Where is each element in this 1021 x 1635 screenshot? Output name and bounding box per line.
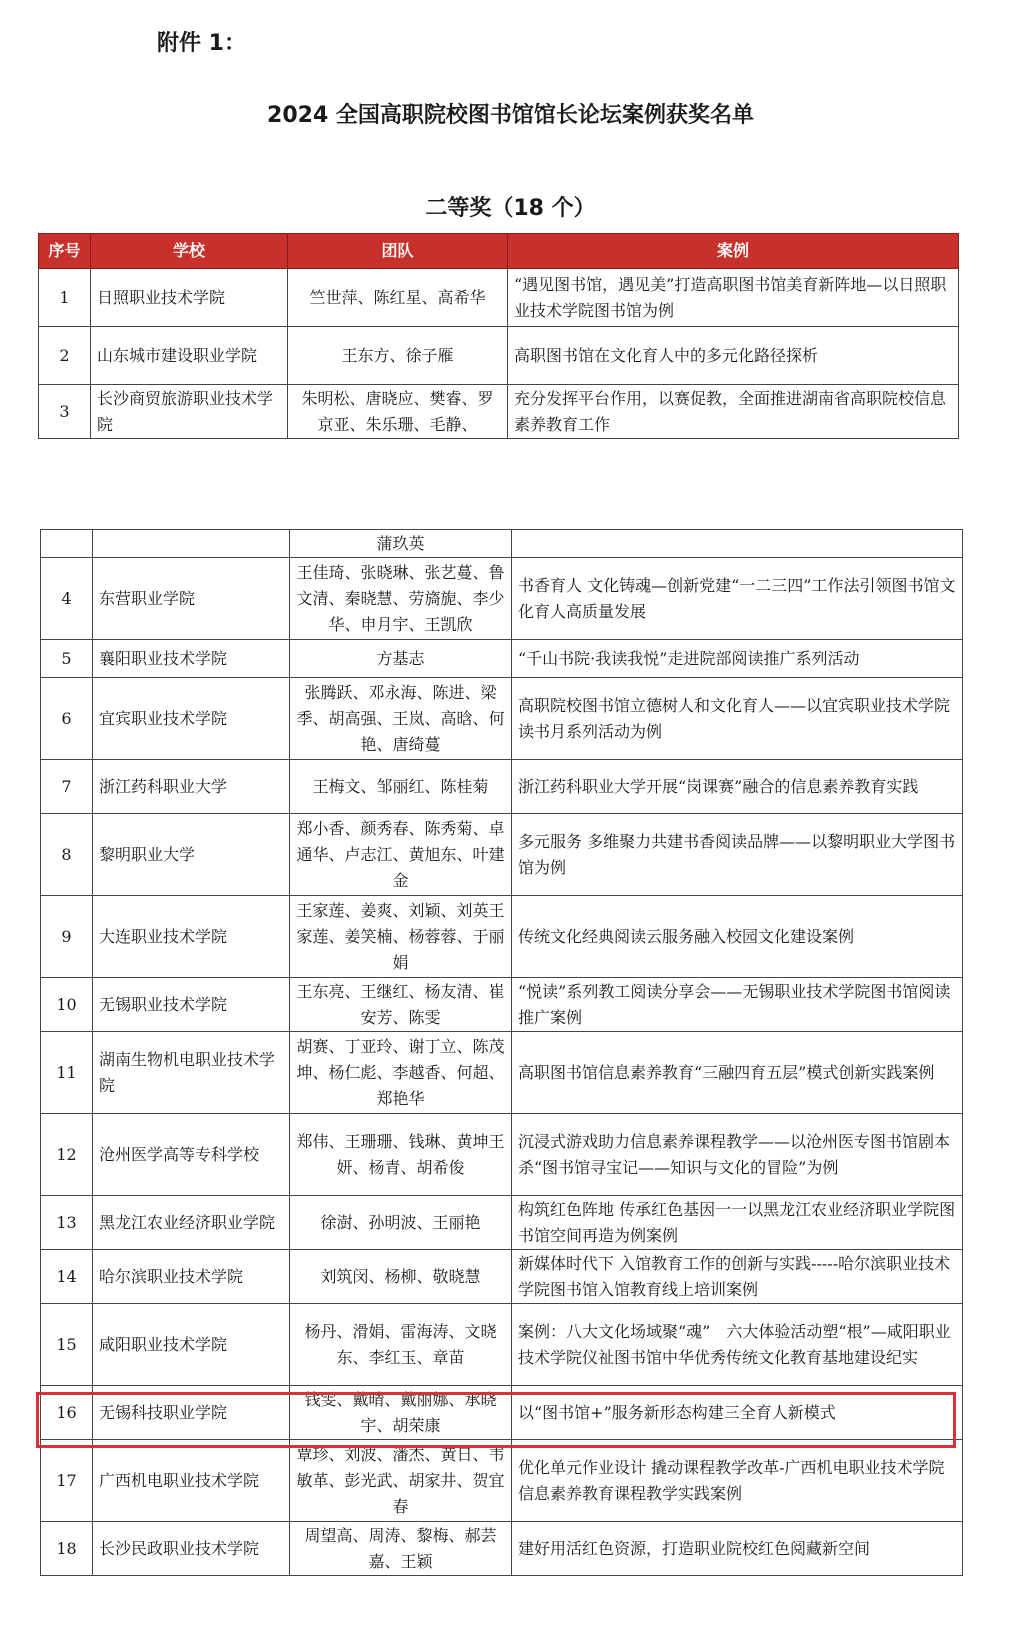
row-school: 哈尔滨职业技术学院 [93,1250,290,1304]
award-table-page-2 [40,529,963,1576]
row-number: 6 [41,678,93,760]
row-school: 湖南生物机电职业技术学院 [93,1032,290,1114]
row-team: 朱明松、唐晓应、樊睿、罗京亚、朱乐珊、毛静、 [288,385,508,439]
row-case: 沉浸式游戏助力信息素养课程教学——以沧州医专图书馆剧本杀“图书馆寻宝记——知识与文化的冒险”为例 [512,1114,963,1196]
row-case: 高职图书馆在文化育人中的多元化路径探析 [508,327,959,385]
row-case: “千山书院·我读我悦”走进院部阅读推广系列活动 [512,640,963,678]
row-case: 建好用活红色资源，打造职业院校红色阅藏新空间 [512,1522,963,1576]
row-number: 13 [41,1196,93,1250]
row-team: 蒲玖英 [290,530,512,558]
table-row [41,678,963,760]
row-number: 9 [41,896,93,978]
row-case: “遇见图书馆，遇见美”打造高职图书馆美育新阵地—以日照职业技术学院图书馆为例 [508,269,959,327]
column-header-school: 学校 [91,234,288,269]
row-number: 16 [41,1386,93,1440]
attachment-label: 附件 1： [157,31,246,56]
row-team: 杨丹、滑娟、雷海涛、文晓东、李红玉、章苗 [290,1304,512,1386]
row-number: 12 [41,1114,93,1196]
table-row-highlighted [41,1386,963,1440]
table-row [41,1440,963,1522]
row-number: 8 [41,814,93,896]
row-team: 张腾跃、邓永海、陈进、梁季、胡高强、王岚、高晗、何艳、唐绮蔓 [290,678,512,760]
award-table-page-1 [38,233,959,439]
row-case: 高职图书馆信息素养教育“三融四育五层”模式创新实践案例 [512,1032,963,1114]
row-number: 4 [41,558,93,640]
row-team: 周望高、周涛、黎梅、郝芸嘉、王颖 [290,1522,512,1576]
table-row [41,558,963,640]
row-team: 钱雯、戴晴、戴丽娜、承晓宇、胡荣康 [290,1386,512,1440]
table-row [41,1114,963,1196]
row-number: 10 [41,978,93,1032]
row-team: 方基志 [290,640,512,678]
row-case: 充分发挥平台作用，以赛促教，全面推进湖南省高职院校信息素养教育工作 [508,385,959,439]
row-case: 新媒体时代下 入馆教育工作的创新与实践-----哈尔滨职业技术学院图书馆入馆教育线上培训案例 [512,1250,963,1304]
row-number: 3 [39,385,91,439]
row-team: 王佳琦、张晓琳、张艺蔓、鲁文清、秦晓慧、劳旖旎、李少华、申月宇、王凯欣 [290,558,512,640]
row-school: 广西机电职业技术学院 [93,1440,290,1522]
row-case: 多元服务 多维聚力共建书香阅读品牌——以黎明职业大学图书馆为例 [512,814,963,896]
column-header-no: 序号 [39,234,91,269]
row-school: 无锡职业技术学院 [93,978,290,1032]
column-header-team: 团队 [288,234,508,269]
row-team: 覃珍、刘波、潘杰、黄日、韦敏革、彭光武、胡家井、贺宜春 [290,1440,512,1522]
row-number: 14 [41,1250,93,1304]
row-school: 浙江药科职业大学 [93,760,290,814]
row-case: 传统文化经典阅读云服务融入校园文化建设案例 [512,896,963,978]
row-number: 2 [39,327,91,385]
table-row [39,385,959,439]
award-level-heading: 二等奖（18 个） [425,196,596,221]
table-header-row [39,234,959,269]
row-team: 王家莲、姜爽、刘颖、刘英王家莲、姜笑楠、杨蓉蓉、于丽娟 [290,896,512,978]
row-team: 徐澍、孙明波、王丽艳 [290,1196,512,1250]
table-row [41,640,963,678]
row-school: 黎明职业大学 [93,814,290,896]
row-team: 王梅文、邹丽红、陈桂菊 [290,760,512,814]
row-case: 书香育人 文化铸魂—创新党建“一二三四”工作法引领图书馆文化育人高质量发展 [512,558,963,640]
row-school: 咸阳职业技术学院 [93,1304,290,1386]
table-row [41,1250,963,1304]
table-row [41,814,963,896]
table-row [39,327,959,385]
row-school: 黑龙江农业经济职业学院 [93,1196,290,1250]
row-number: 7 [41,760,93,814]
row-team: 王东方、徐子雁 [288,327,508,385]
column-header-case: 案例 [508,234,959,269]
row-case: 高职院校图书馆立德树人和文化育人——以宜宾职业技术学院读书月系列活动为例 [512,678,963,760]
row-school: 襄阳职业技术学院 [93,640,290,678]
table-row [41,1196,963,1250]
table-row [41,1032,963,1114]
row-team: 刘筑闵、杨柳、敬晓慧 [290,1250,512,1304]
row-school: 宜宾职业技术学院 [93,678,290,760]
row-school: 大连职业技术学院 [93,896,290,978]
row-school: 日照职业技术学院 [91,269,288,327]
row-team: 竺世萍、陈红星、高希华 [288,269,508,327]
row-school: 东营职业学院 [93,558,290,640]
table-row [41,1522,963,1576]
row-number: 15 [41,1304,93,1386]
row-case: 浙江药科职业大学开展“岗课赛”融合的信息素养教育实践 [512,760,963,814]
table-row [41,760,963,814]
row-school: 沧州医学高等专科学校 [93,1114,290,1196]
continuation-row [41,530,963,558]
row-school: 长沙民政职业技术学院 [93,1522,290,1576]
row-school: 无锡科技职业学院 [93,1386,290,1440]
row-number: 5 [41,640,93,678]
row-team: 郑小香、颜秀春、陈秀菊、卓通华、卢志江、黄旭东、叶建金 [290,814,512,896]
row-case: 以“图书馆+”服务新形态构建三全育人新模式 [512,1386,963,1440]
table-row [41,1304,963,1386]
table-row [41,978,963,1032]
table-row [39,269,959,327]
row-case: 优化单元作业设计 撬动课程教学改革-广西机电职业技术学院信息素养教育课程教学实践案例 [512,1440,963,1522]
row-number: 1 [39,269,91,327]
row-case: “悦读”系列教工阅读分享会——无锡职业技术学院图书馆阅读推广案例 [512,978,963,1032]
row-number: 11 [41,1032,93,1114]
row-team: 胡赛、丁亚玲、谢丁立、陈茂坤、杨仁彪、李越香、何超、郑艳华 [290,1032,512,1114]
row-team: 王东亮、王继红、杨友清、崔安芳、陈雯 [290,978,512,1032]
row-team: 郑伟、王珊珊、钱琳、黄坤王妍、杨青、胡希俊 [290,1114,512,1196]
row-case: 案例：八大文化场域聚“魂” 六大体验活动塑“根”—咸阳职业技术学院仪祉图书馆中华优秀传统文化教育基地建设纪实 [512,1304,963,1386]
row-number: 17 [41,1440,93,1522]
table-row [41,896,963,978]
row-school: 长沙商贸旅游职业技术学院 [91,385,288,439]
row-case: 构筑红色阵地 传承红色基因一一以黑龙江农业经济职业学院图书馆空间再造为例案例 [512,1196,963,1250]
document-title: 2024 全国高职院校图书馆馆长论坛案例获奖名单 [267,103,754,128]
row-number: 18 [41,1522,93,1576]
row-school: 山东城市建设职业学院 [91,327,288,385]
